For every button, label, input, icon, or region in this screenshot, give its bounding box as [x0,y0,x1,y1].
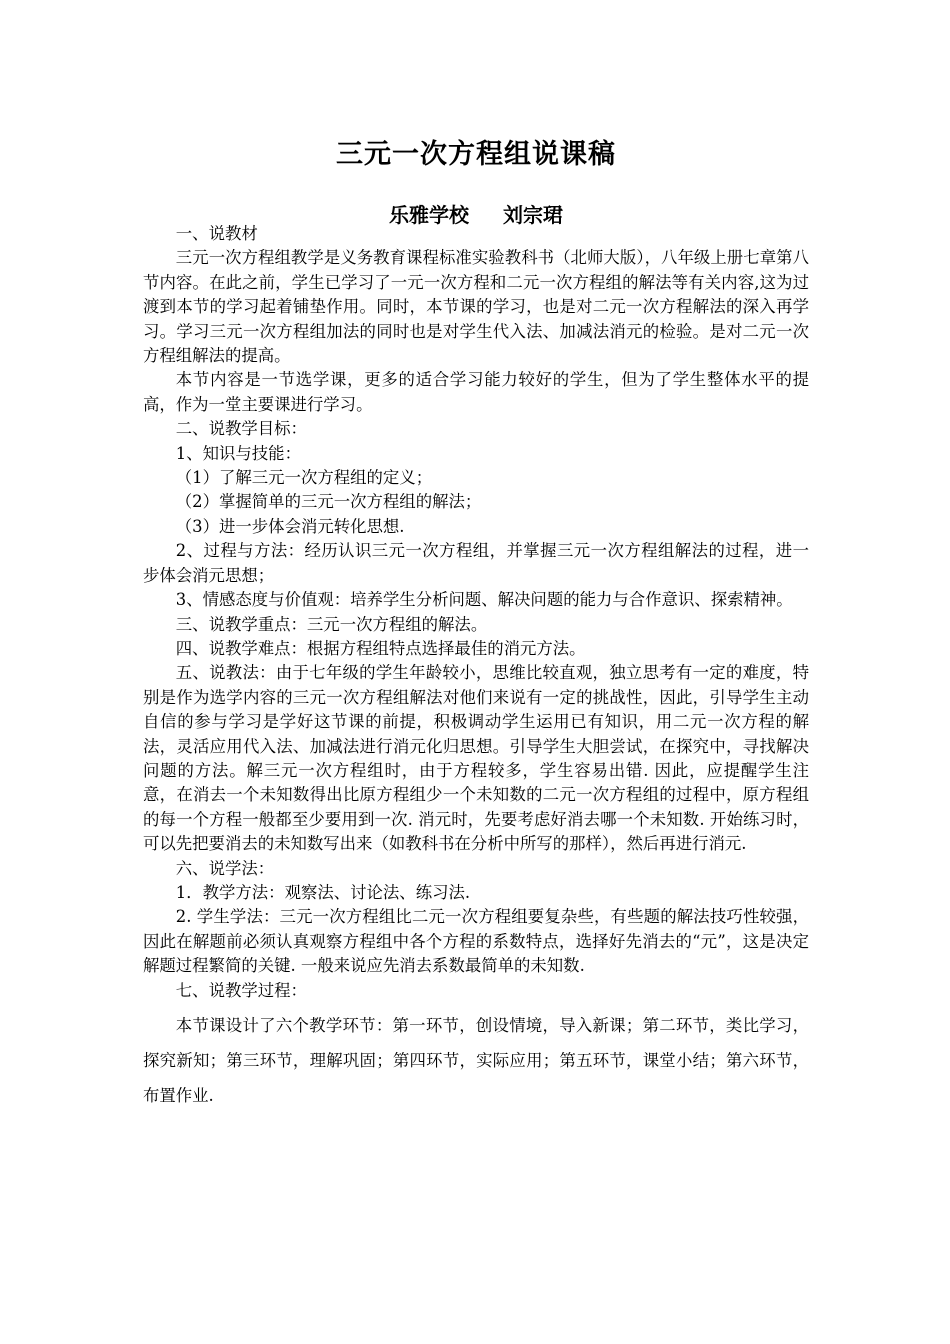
paragraph: 三元一次方程组教学是义务教育课程标准实验教科书（北师大版），八年级上册七章第八节内容。在此之前，学生已学习了一元一次方程和二元一次方程组的解法等有关内容,这为过渡到本节的学习起着铺垫作用。同时，本节课的学习，也是对二元一次方程解法的深入再学习。学习三元一次方程组加法的同时也是对学生代入法、加减法消元的检验。是对二元一次方程组解法的提高。 [143,248,809,366]
document-title: 三元一次方程组说课稿 [336,139,616,170]
paragraph: 2、过程与方法：经历认识三元一次方程组，并掌握三元一次方程组解法的过程，进一步体会消元思想； [143,541,809,585]
section-heading: 二、说教学目标： [175,419,307,439]
list-item: （1）了解三元一次方程组的定义； [175,468,433,488]
paragraph: 1．教学方法：观察法、讨论法、练习法. [175,882,471,902]
section-heading: 三、说教学重点：三元一次方程组的解法。 [175,614,488,634]
list-item: （3）进一步体会消元转化思想. [175,516,405,536]
paragraph: 五、说教法：由于七年级的学生年龄较小，思维比较直观，独立思考有一定的难度，特别是作为选学内容的三元一次方程组解法对他们来说有一定的挑战性，因此，引导学生主动自信的参与学习是学好这节课的前提，积极调动学生运用已有知识，用二元一次方程的解法，灵活应用代入法、加减法进行消元化归思想。引导学生大胆尝试，在探究中，寻找解决问题的方法。解三元一次方程组时，由于方程较多，学生容易出错. 因此，应提醒学生注 意，在消去一个未知数得出比原方程组少一个未知数的二元一次方程组的过程中，原方程组的每一个方程一般都至少要用到一次. 消元时，先要考虑好消去哪一个未知数. 开始练习时，可以先把要消去的未知数写出来（如教科书在分析中所写的那样），然后再进行消元. [143,663,809,854]
paragraph: 3、情感态度与价值观：培养学生分析问题、解决问题的能力与合作意识、探索精神。 [175,590,793,610]
paragraph: 本节课设计了六个教学环节：第一环节，创设情境，导入新课；第二环节，类比学习，探究新知；第三环节，理解巩固；第四环节，实际应用；第五环节，课堂小结；第六环节，布置作业. [143,1016,809,1105]
subheading: 1、知识与技能： [175,443,301,463]
section-heading: 四、说教学难点：根据方程组特点选择最佳的消元方法。 [175,638,586,658]
section-heading: 七、说教学过程： [175,980,307,1000]
list-item: （2）掌握简单的三元一次方程组的解法； [175,492,482,512]
section-heading: 六、说学法： [175,858,275,878]
school-name: 乐雅学校 [389,203,469,227]
section-heading: 一、说教材 [175,224,258,243]
paragraph: 本节内容是一节选学课，更多的适合学习能力较好的学生，但为了学生整体水平的提高，作为一堂主要课进行学习。 [143,370,809,414]
author-name: 刘宗珺 [503,203,563,227]
document-body [143,222,809,1113]
paragraph: 2. 学生学法：三元一次方程组比二元一次方程组要复杂些，有些题的解法技巧性较强，因此在解题前必须认真观察方程组中各个方程的系数特点，选择好先消去的“元”，这是决定解题过程繁简的关键. 一般来说应先消去系数最简单的未知数. [143,907,809,976]
